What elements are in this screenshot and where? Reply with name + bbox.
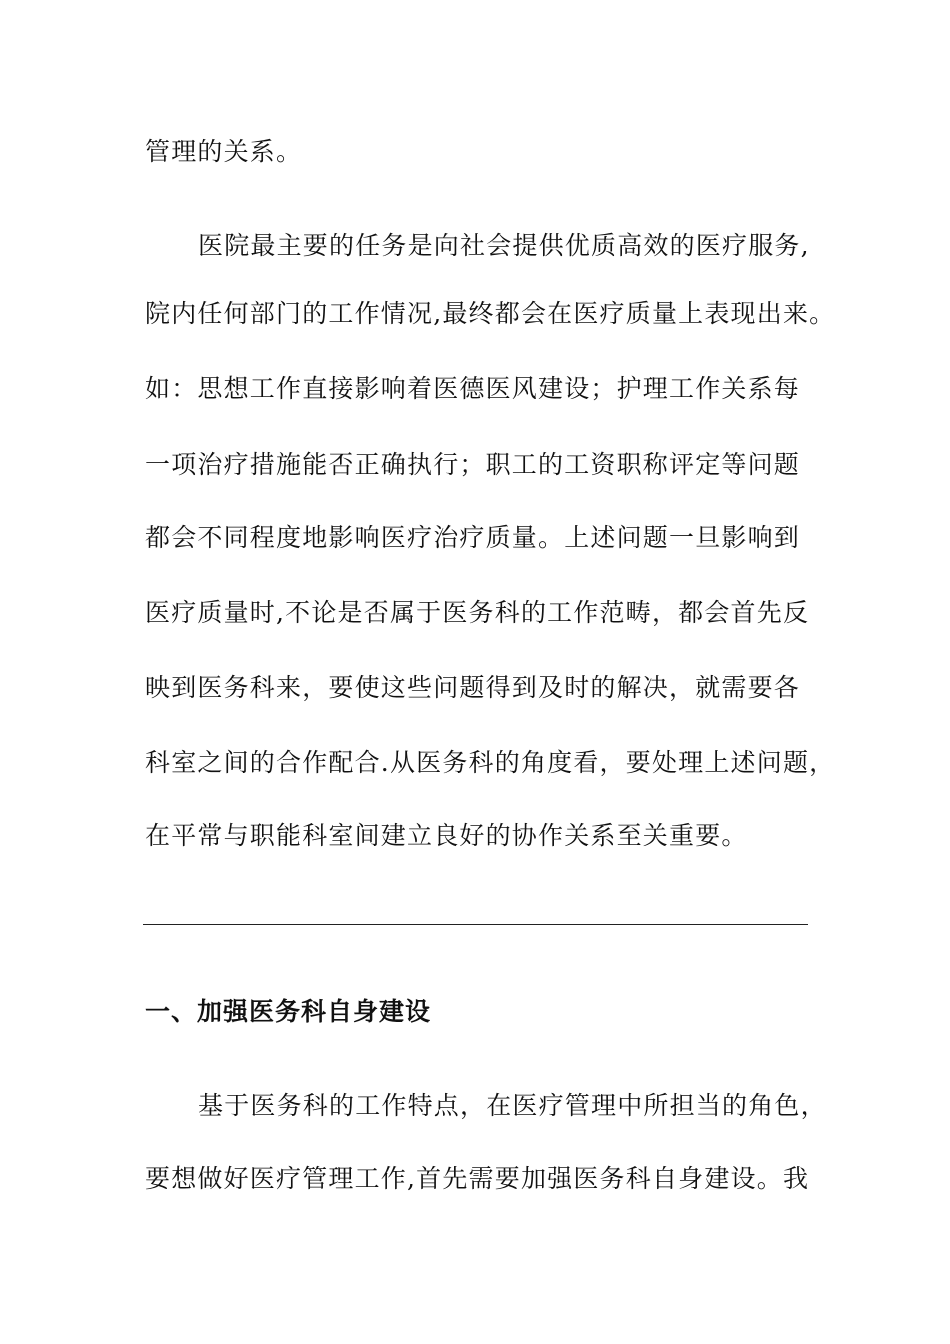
paragraph-line: 映到医务科来，要使这些问题得到及时的解决，就需要各 [145,673,801,702]
paragraph-line: 要想做好医疗管理工作,首先需要加强医务科自身建设。我 [145,1164,810,1193]
paragraph-line: 医疗质量时,不论是否属于医务科的工作范畴，都会首先反 [145,598,810,627]
paragraph-line: 在平常与职能科室间建立良好的协作关系至关重要。 [145,821,748,850]
paragraph-line: 科室之间的合作配合.从医务科的角度看，要处理上述问题， [145,748,836,777]
horizontal-divider [143,924,808,925]
paragraph-line: 都会不同程度地影响医疗治疗质量。上述问题一旦影响到 [145,523,801,552]
paragraph-line: 院内任何部门的工作情况,最终都会在医疗质量上表现出来。 [145,299,836,328]
section-heading: 一、加强医务科自身建设 [145,997,432,1026]
paragraph-continuation-line: 管理的关系。 [145,137,303,166]
paragraph-line: 医院最主要的任务是向社会提供优质高效的医疗服务, [198,231,810,260]
paragraph-line: 基于医务科的工作特点，在医疗管理中所担当的角色， [198,1091,827,1120]
paragraph-line: 一项治疗措施能否正确执行；职工的工资职称评定等问题 [145,450,801,479]
paragraph-line: 如：思想工作直接影响着医德医风建设；护理工作关系每 [145,374,801,403]
